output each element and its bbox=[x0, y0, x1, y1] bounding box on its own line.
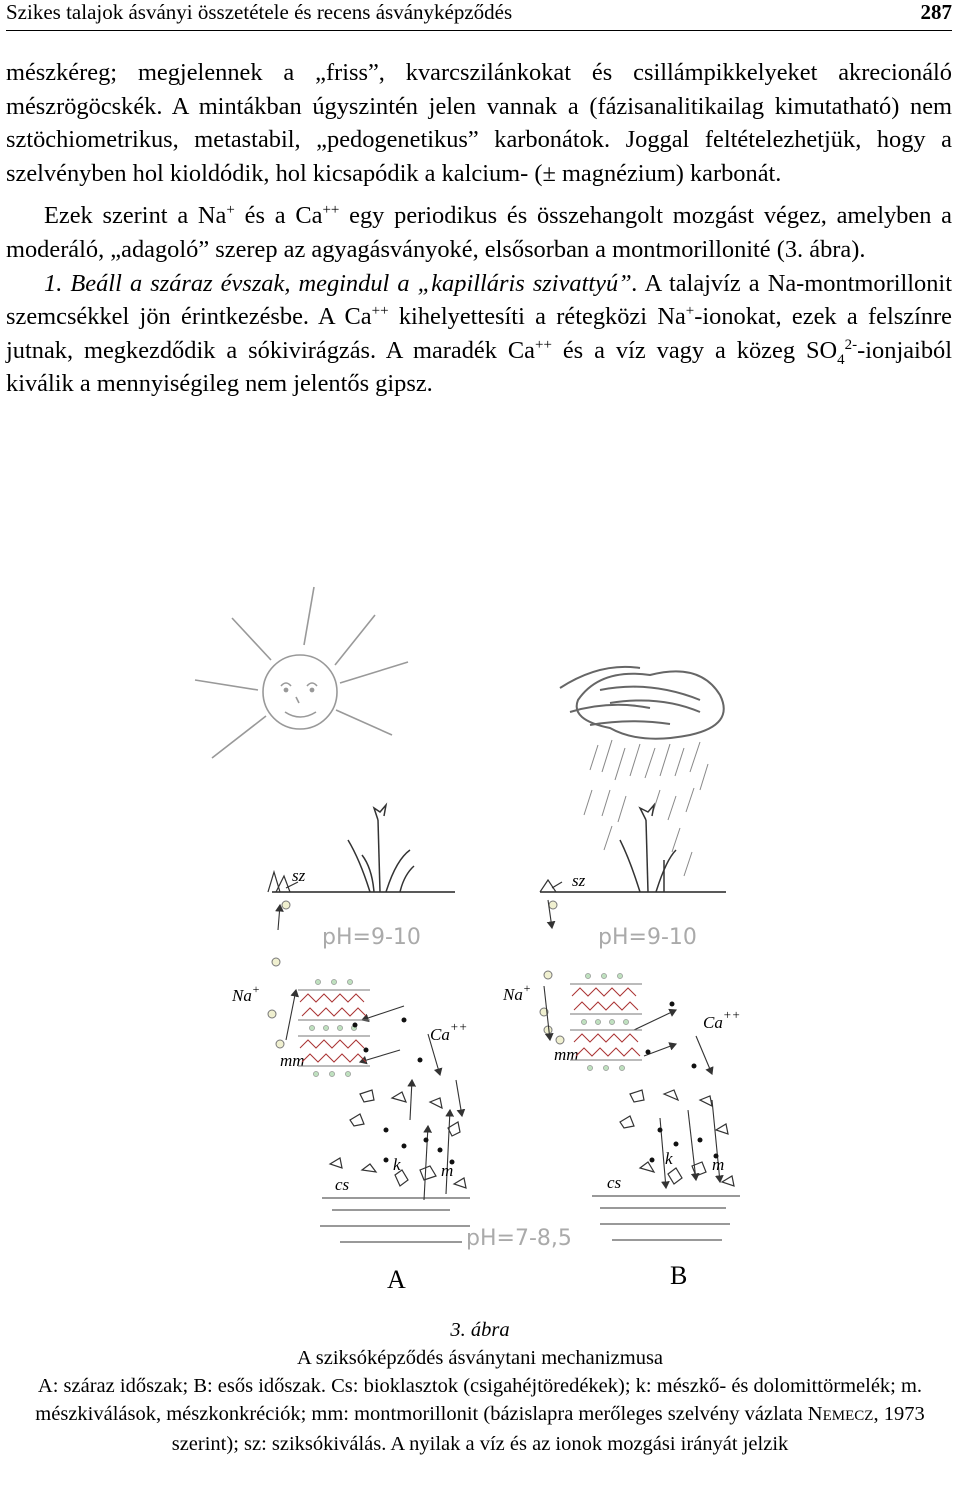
label-ph-bottom: pH=7-8,5 bbox=[466, 1226, 572, 1251]
label-mm-b: mm bbox=[554, 1045, 579, 1064]
water-table-b bbox=[592, 1196, 740, 1240]
salt-efflorescence-icon-b bbox=[540, 880, 562, 892]
montmorillonite-stack-b bbox=[570, 984, 642, 1060]
montmorillonite-stack-a bbox=[298, 990, 370, 1066]
label-k-a: k bbox=[393, 1155, 401, 1174]
caption-text-2: , 1973 szerint); sz: sziksókiválás. A nyilak a víz és az ionok mozgási irányát jelzik bbox=[171, 1403, 925, 1455]
plant-icon bbox=[348, 805, 414, 892]
caption-text bbox=[0, 1372, 960, 1458]
paragraph-3 bbox=[6, 267, 952, 401]
running-title: Szikes talajok ásványi összetétele és recens ásványképződés bbox=[6, 0, 513, 24]
figure-3 bbox=[150, 575, 800, 1305]
label-sz-b: sz bbox=[572, 871, 586, 890]
p3-text-3: -ionokat, ezek a felszínre jutnak, megkezdődik a sókivirágzás. A maradék Ca bbox=[6, 303, 953, 364]
label-ca-a: Ca++ bbox=[430, 1019, 468, 1044]
label-panel-b: B bbox=[670, 1261, 688, 1290]
label-na-b: Na+ bbox=[503, 981, 531, 1004]
water-table-a bbox=[320, 1198, 470, 1242]
dot-group-b bbox=[540, 901, 564, 1044]
label-m-a: m bbox=[441, 1161, 454, 1180]
sun-icon bbox=[195, 587, 408, 758]
panel-a-drawing bbox=[231, 805, 470, 1294]
label-m-b: m bbox=[712, 1155, 725, 1174]
label-cs-b: cs bbox=[607, 1173, 622, 1192]
plant-icon-b bbox=[620, 805, 676, 892]
p3-text-5: -ionjaiból kiválik a mennyiségileg nem jelentős gipsz. bbox=[6, 336, 952, 398]
caption-text-1: A: száraz időszak; B: esős időszak. Cs: bioklasztok (csigahéjtöredékek); k: mészkő- és dolomittörmelék; m. mészkiválások, mészkonkréciók; mm: montmorillonit (bázislapra merőleges szelvény vázlata N bbox=[35, 1375, 923, 1425]
running-header bbox=[6, 0, 952, 31]
p2-text-2: és a Ca bbox=[234, 202, 323, 230]
caption-title: A sziksóképződés ásványtani mechanizmusa bbox=[296, 1347, 664, 1369]
caption-number: 3. ábra bbox=[450, 1319, 510, 1341]
p3-sup-3: ++ bbox=[534, 336, 552, 353]
label-cs-a: cs bbox=[335, 1175, 350, 1194]
p3-text-4: és a víz vagy a közeg SO bbox=[551, 336, 838, 364]
rain-cloud-icon bbox=[560, 667, 724, 739]
p3-text-1: A talajvíz a Na-montmorillonit szemcsékkel jön érintkezésbe. A Ca bbox=[6, 269, 952, 331]
p3-sup-2: + bbox=[685, 303, 695, 320]
p3-text-2: kihelyettesíti a rétegközi Na bbox=[388, 303, 686, 331]
figure-drawing bbox=[150, 575, 800, 1305]
label-panel-a: A bbox=[387, 1265, 406, 1294]
label-sz-a: sz bbox=[292, 866, 306, 885]
panel-b-drawing bbox=[502, 805, 740, 1290]
label-mm-a: mm bbox=[280, 1051, 305, 1070]
label-k-b: k bbox=[665, 1149, 673, 1168]
label-na-a: Na+ bbox=[232, 982, 260, 1005]
rain-lines bbox=[584, 740, 708, 876]
figure-caption bbox=[0, 1316, 960, 1458]
na-charge: + bbox=[226, 202, 235, 219]
body-text bbox=[6, 56, 952, 401]
label-ph-top-a: pH=9-10 bbox=[322, 925, 421, 950]
paragraph-1: mészkéreg; megjelennek a „friss”, kvarcszilánkokat és csillámpikkelyeket akrecionáló mészrögöcskék. A mintákban úgyszintén jelen vannak a (fázisanalitikailag kimutatható) nem sztöchiometrikus, metastabil, „pedogenetikus” karbonátok. Joggal feltételezhetjük, hogy a szelvényben hol kioldódik, hol kicsapódik a kalcium- (± magnézium) karbonát. bbox=[6, 59, 952, 187]
page-number: 287 bbox=[920, 0, 952, 24]
p2-text-1: Ezek szerint a Na bbox=[44, 202, 227, 230]
p3-sup-4: 2- bbox=[844, 336, 858, 353]
p3-sup-1: ++ bbox=[371, 303, 389, 320]
p3-italic: 1. Beáll a száraz évszak, megindul a „kapilláris szivattyú”. bbox=[44, 269, 638, 297]
label-ph-top-b: pH=9-10 bbox=[598, 925, 697, 950]
interlayer-ions-b bbox=[581, 973, 628, 1070]
caption-author-smallcaps: EMECZ bbox=[822, 1408, 874, 1424]
paragraph-2 bbox=[6, 199, 952, 266]
ca-charge: ++ bbox=[322, 202, 340, 219]
p2-text-3: egy periodikus és összehangolt mozgást végez, amelyben a moderáló, „adagoló” szerep az agyagásványoké, elsősorban a montmorillonité (3. ábra). bbox=[6, 202, 952, 263]
label-ca-b: Ca++ bbox=[703, 1007, 741, 1032]
p3-sub-4: 4 bbox=[837, 351, 845, 368]
